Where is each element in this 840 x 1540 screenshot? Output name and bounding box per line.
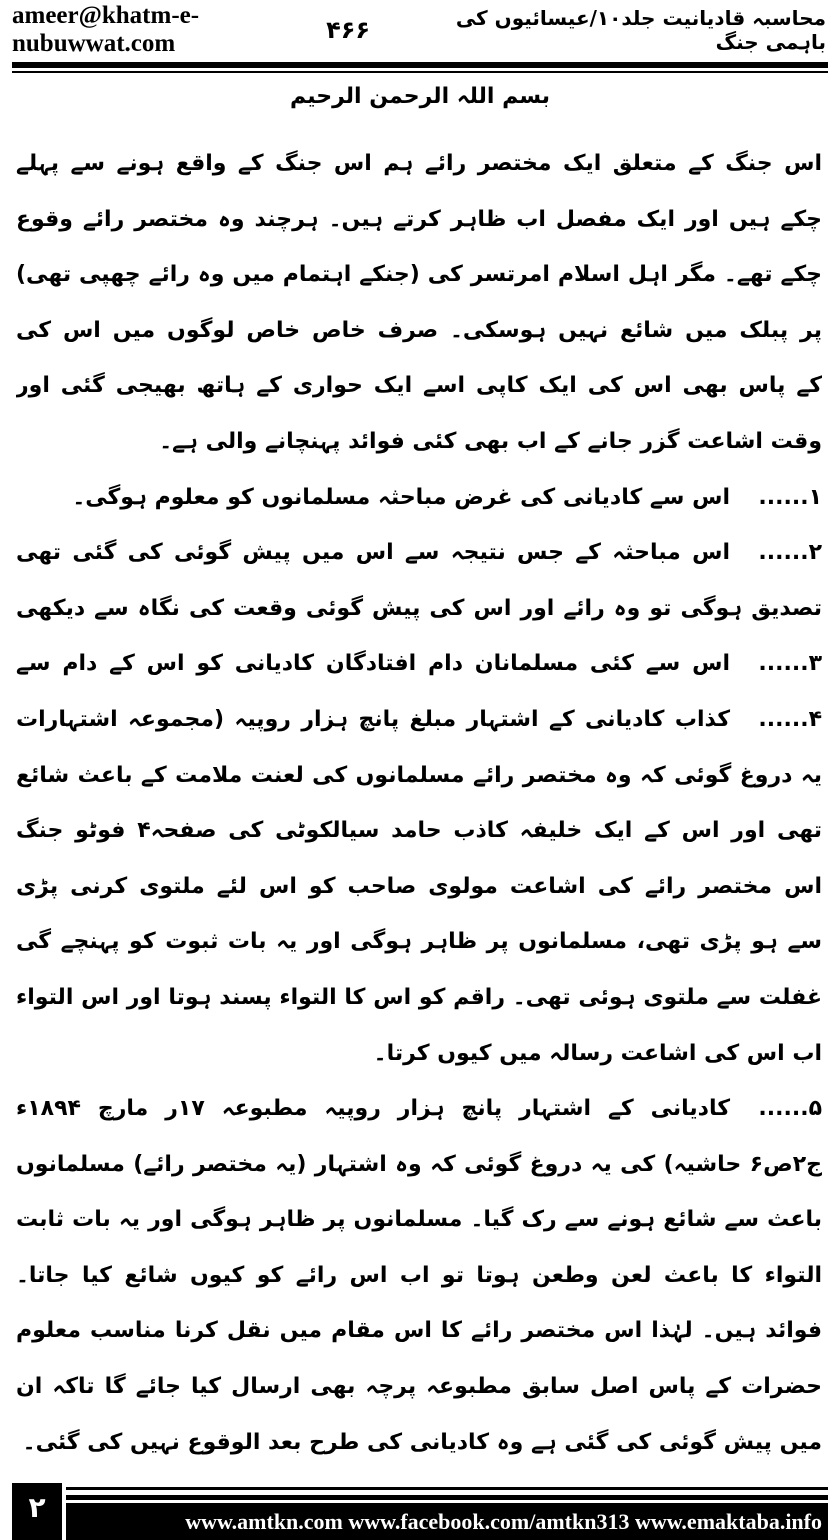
line-text: اس سے کئی مسلمانان دام افتادگان کادیانی کو اس کے دام سے xyxy=(16,651,730,677)
line-text: میں پیش گوئی کی گئی ہے وہ کادیانی کی طرح بعد الوقوع نہیں کی گئی۔ xyxy=(22,1429,822,1455)
text-line xyxy=(16,970,822,1026)
text-line xyxy=(16,414,822,470)
text-line xyxy=(16,1359,822,1415)
line-text: اس مباحثہ کے جس نتیجہ سے اس میں پیش گوئی کی گئی تھی xyxy=(16,540,730,566)
line-text: تصدیق ہوگی تو وہ رائے اور اس کی پیش گوئی وقعت کی نگاہ سے دیکھی xyxy=(16,595,822,621)
text-line xyxy=(16,303,822,359)
numbered-item-line xyxy=(16,636,822,692)
numbered-item-line xyxy=(16,1081,822,1137)
page-header xyxy=(12,2,826,57)
line-text: حضرات کے پاس اصل سابق مطبوعہ پرچہ بھی ارسال کیا جائے گا تاکہ ان xyxy=(16,1374,822,1400)
footer-page-number: ۲ xyxy=(12,1483,62,1540)
text-line xyxy=(16,803,822,859)
line-text: ج۲ص۶ حاشیہ) کی یہ دروغ گوئی کہ وہ اشتہار (یہ مختصر رائے) مسلمانوں xyxy=(16,1151,822,1177)
line-text: کے پاس بھی اس کی ایک کاپی اسے ایک حواری کے ہاتھ بھیجی گئی اور xyxy=(16,373,822,399)
numbered-item-line xyxy=(16,692,822,748)
line-text: چکے تھے۔ مگر اہل اسلام امرتسر کی (جنکے اہتمام میں وہ رائے چھپی تھی) xyxy=(16,262,822,288)
line-text: یہ دروغ گوئی کہ وہ مختصر رائے مسلمانوں کی لعنت ملامت کے باعث شائع xyxy=(16,762,822,788)
header-title-group xyxy=(326,6,826,54)
header-rule-thin xyxy=(12,71,828,73)
text-line xyxy=(16,748,822,804)
text-line xyxy=(16,859,822,915)
bismillah-heading: بسم اللہ الرحمن الرحیم xyxy=(289,84,550,109)
item-number: ۴...... xyxy=(758,706,822,732)
line-text: فوائد ہیں۔ لہٰذا اس مختصر رائے کا اس مقام میں نقل کرنا مناسب معلوم xyxy=(16,1318,822,1344)
footer-rule-thin xyxy=(66,1487,828,1490)
text-line xyxy=(16,1137,822,1193)
line-text: التواء کا باعث لعن وطعن ہوتا تو اب اس رائے کو کیوں شائع کیا جاتا۔ xyxy=(16,1262,822,1288)
line-text: باعث سے شائع ہونے سے رک گیا۔ مسلمانوں پر ظاہر ہوگی اور یہ بات ثابت xyxy=(16,1207,822,1233)
text-line xyxy=(16,192,822,248)
line-text: اس سے کادیانی کی غرض مباحثہ مسلمانوں کو معلوم ہوگی۔ xyxy=(72,484,730,510)
line-text: غفلت سے ملتوی ہوئی تھی۔ راقم کو اس کا التواء پسند ہوتا اور اس التواء xyxy=(16,984,822,1010)
item-number: ۲...... xyxy=(758,540,822,566)
item-number: ۱...... xyxy=(758,484,822,510)
footer-links: www.amtkn.com www.facebook.com/amtkn313 www.emaktaba.info xyxy=(66,1503,828,1540)
line-text: وقت اشاعت گزر جانے کے اب بھی کئی فوائد پہنچانے والی ہے۔ xyxy=(159,428,822,454)
line-text: اب اس کی اشاعت رسالہ میں کیوں کرتا۔ xyxy=(373,1040,822,1066)
text-line xyxy=(16,247,822,303)
line-text: سے ہو پڑی تھی، مسلمانوں پر ظاہر ہوگی اور یہ بات ثبوت کو پہنچے گی xyxy=(16,929,822,955)
text-line xyxy=(16,581,822,637)
line-text: تھی اور اس کے ایک خلیفہ کاذب حامد سیالکوٹی کی صفحہ۴ فوٹو جنگ xyxy=(16,818,822,844)
text-line xyxy=(16,1415,822,1471)
text-line xyxy=(16,1303,822,1359)
line-text: چکے ہیں اور ایک مفصل اب ظاہر کرتے ہیں۔ ہرچند وہ مختصر رائے وقوع xyxy=(16,206,822,232)
line-text: اس جنگ کے متعلق ایک مختصر رائے ہم اس جنگ کے واقع ہونے سے پہلے xyxy=(16,151,822,176)
footer-rule-thick xyxy=(66,1495,828,1500)
line-text: کادیانی کے اشتہار پانچ ہزار روپیہ مطبوعہ ۱۷ر مارچ ۱۸۹۴ء xyxy=(16,1096,731,1122)
text-line xyxy=(16,1026,822,1082)
header-email: ameer@khatm-e-nubuwwat.com xyxy=(12,2,200,57)
text-line xyxy=(16,914,822,970)
header-page-number: ۴۶۶ xyxy=(326,16,371,44)
header-title: محاسبہ قادیانیت جلد۱۰/عیسائیوں کی باہمی جنگ xyxy=(455,6,826,54)
numbered-item-line xyxy=(16,470,822,526)
text-line xyxy=(16,136,822,192)
text-line xyxy=(16,1192,822,1248)
text-line xyxy=(16,1248,822,1304)
item-number: ۳...... xyxy=(758,651,822,677)
text-line xyxy=(16,358,822,414)
line-text: کذاب کادیانی کے اشتہار مبلغ پانچ ہزار روپیہ (مجموعہ اشتہارات xyxy=(16,706,730,732)
line-text: پر پبلک میں شائع نہیں ہوسکی۔ صرف خاص خاص لوگوں میں اس کی xyxy=(16,317,822,343)
numbered-item-line xyxy=(16,525,822,581)
line-text: اس مختصر رائے کی اشاعت مولوی صاحب کو اس لئے ملتوی کرنی پڑی xyxy=(16,873,822,899)
item-number: ۵...... xyxy=(758,1096,822,1122)
header-rule-thick xyxy=(12,62,828,68)
page-body xyxy=(16,136,822,1470)
